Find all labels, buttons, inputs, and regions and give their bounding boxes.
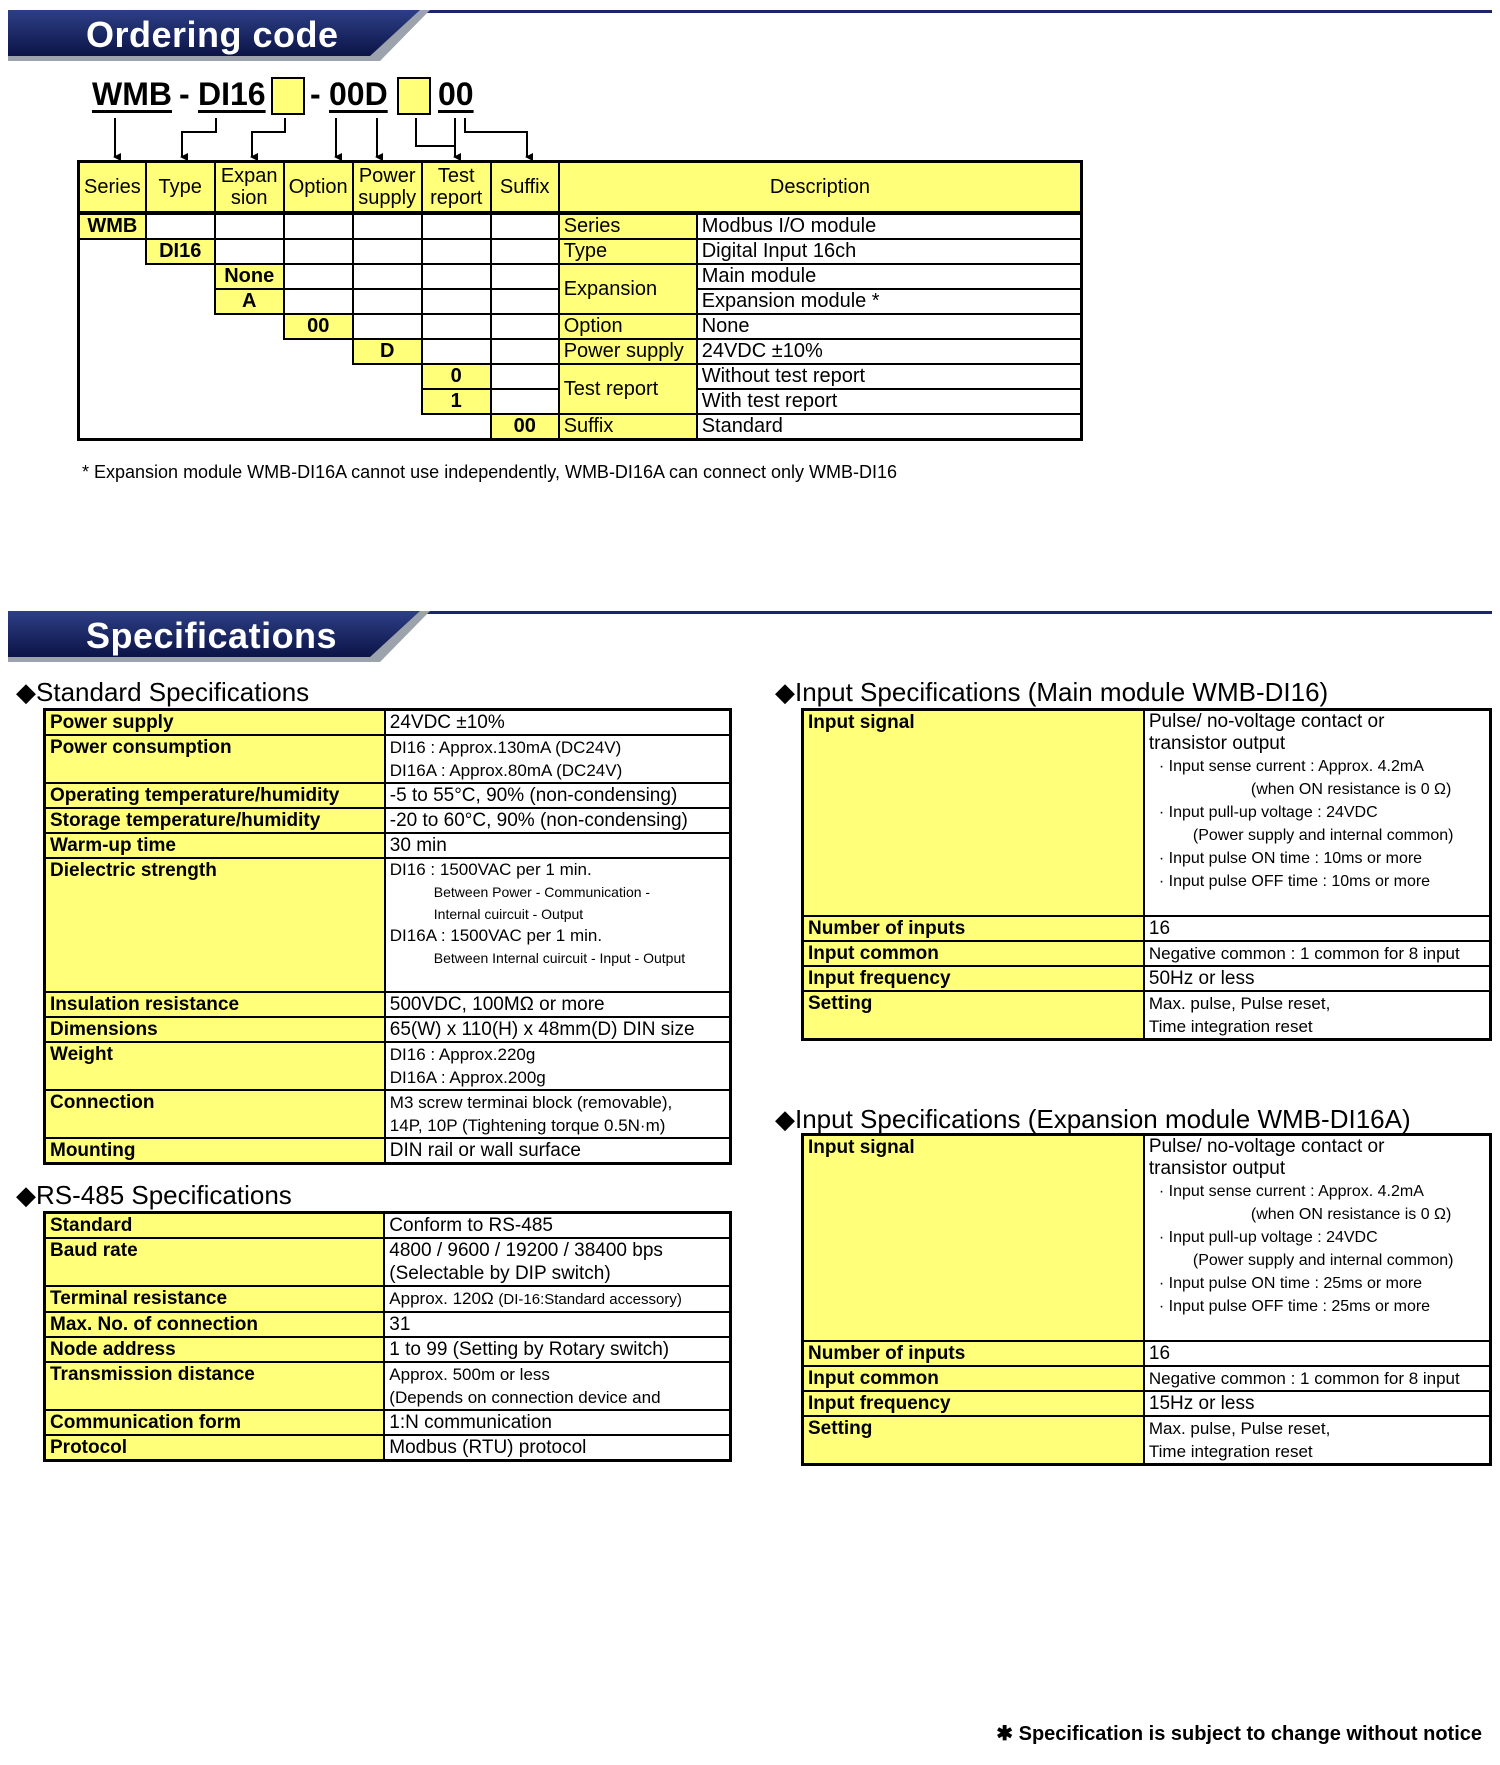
table-row: [803, 916, 1491, 941]
spec-key: Number of inputs: [803, 916, 1144, 941]
empty-cell: [353, 314, 422, 339]
input-main-heading: ◆Input Specifications (Main module WMB-DI16): [775, 677, 1329, 707]
empty-cell: [215, 213, 284, 239]
ordering-code-title: Ordering code: [86, 14, 339, 55]
table-row: [79, 364, 1082, 389]
header-description: Description: [559, 162, 1082, 214]
header-expansion: Expan sion: [215, 162, 284, 214]
table-row: [45, 992, 731, 1017]
empty-cell: [353, 213, 422, 239]
table-row: [45, 833, 731, 858]
empty-cell: [422, 239, 491, 264]
table-row: [79, 239, 1082, 264]
empty-cell: [491, 364, 559, 389]
spec-key: Input signal: [803, 710, 1144, 917]
code-dash: -: [179, 76, 190, 112]
header-power: Power supply: [353, 162, 422, 214]
empty-cell: [491, 289, 559, 314]
expansion-note: * Expansion module WMB-DI16A cannot use independently, WMB-DI16A can connect only WMB-DI16: [82, 462, 898, 482]
spec-value: DI16 : Approx.130mA (DC24V) DI16A : Approx.80mA (DC24V): [385, 735, 731, 783]
table-row: [45, 1312, 731, 1337]
table-row: [803, 941, 1491, 966]
code-cell: WMB: [79, 213, 146, 239]
label-cell: Power supply: [559, 339, 697, 364]
spec-key: Insulation resistance: [45, 992, 385, 1017]
empty-cell: [79, 414, 491, 440]
spec-key: Power consumption: [45, 735, 385, 783]
rs485-spec-table: [43, 1211, 732, 1462]
table-row: [79, 264, 1082, 289]
code-cell: DI16: [146, 239, 215, 264]
code-suffix: 00: [438, 76, 474, 112]
spec-key: Weight: [45, 1042, 385, 1090]
empty-cell: [79, 264, 215, 289]
empty-cell: [491, 389, 559, 414]
desc-cell: With test report: [697, 389, 1082, 414]
footer-notice: ✱ Specification is subject to change without notice: [996, 1723, 1482, 1745]
spec-key: Input frequency: [803, 1391, 1144, 1416]
spec-value: 1:N communication: [384, 1410, 730, 1435]
table-row: [45, 1410, 731, 1435]
table-row: [803, 1366, 1491, 1391]
spec-value: Negative common : 1 common for 8 input: [1144, 1366, 1491, 1391]
table-row: [79, 213, 1082, 239]
spec-key: Input signal: [803, 1135, 1144, 1342]
empty-cell: [422, 314, 491, 339]
spec-key: Storage temperature/humidity: [45, 808, 385, 833]
empty-cell: [491, 213, 559, 239]
code-cell: A: [215, 289, 284, 314]
empty-cell: [422, 264, 491, 289]
spec-value: 15Hz or less: [1144, 1391, 1491, 1416]
ordering-header-row: [79, 162, 1082, 214]
standard-spec-table: [43, 708, 732, 1165]
table-row: [803, 966, 1491, 991]
spec-key: Mounting: [45, 1138, 385, 1164]
empty-cell: [491, 264, 559, 289]
desc-cell: Without test report: [697, 364, 1082, 389]
header-test: Test report: [422, 162, 491, 214]
code-type: DI16: [198, 76, 266, 112]
empty-cell: [284, 264, 353, 289]
spec-value: 31: [384, 1312, 730, 1337]
empty-cell: [79, 289, 215, 314]
code-cell: 00: [491, 414, 559, 440]
label-cell: Suffix: [559, 414, 697, 440]
spec-value: M3 screw terminai block (removable), 14P, 10P (Tightening torque 0.5N·m): [385, 1090, 731, 1138]
table-row: [803, 1416, 1491, 1465]
table-row: [45, 1042, 731, 1090]
specifications-title: Specifications: [86, 615, 338, 656]
input-exp-heading: ◆Input Specifications (Expansion module WMB-DI16A): [775, 1104, 1411, 1134]
code-series: WMB: [92, 76, 172, 112]
table-row: [45, 1090, 731, 1138]
table-row: [45, 858, 731, 992]
spec-value: Approx. 120Ω (DI-16:Standard accessory): [384, 1286, 730, 1312]
empty-cell: [79, 239, 146, 264]
spec-key: Protocol: [45, 1435, 385, 1461]
spec-key: Number of inputs: [803, 1341, 1144, 1366]
table-row: [45, 1337, 731, 1362]
spec-value: DI16 : 1500VAC per 1 min. Between Power - Communication - Internal cuircuit - Output DI16A : 1500VAC per 1 min. Between Internal cuircuit - Input - Output: [385, 858, 731, 992]
empty-cell: [79, 314, 284, 339]
desc-cell: Modbus I/O module: [697, 213, 1082, 239]
header-series: Series: [79, 162, 146, 214]
empty-cell: [491, 314, 559, 339]
table-row: [803, 710, 1491, 917]
code-cell: 0: [422, 364, 491, 389]
table-row: [45, 1213, 731, 1239]
spec-key: Transmission distance: [45, 1362, 385, 1410]
spec-value: 50Hz or less: [1144, 966, 1491, 991]
spec-value: DIN rail or wall surface: [385, 1138, 731, 1164]
label-cell: Test report: [559, 364, 697, 414]
spec-value: -5 to 55°C, 90% (non-condensing): [385, 783, 731, 808]
spec-key: Setting: [803, 1416, 1144, 1465]
standard-spec-heading: ◆Standard Specifications: [16, 677, 310, 707]
code-cell: 1: [422, 389, 491, 414]
table-row: [45, 1238, 731, 1286]
spec-key: Power supply: [45, 710, 385, 736]
table-row: [803, 1135, 1491, 1342]
header-type: Type: [146, 162, 215, 214]
table-row: [45, 1435, 731, 1461]
spec-value: Conform to RS-485: [384, 1213, 730, 1239]
label-cell: Option: [559, 314, 697, 339]
table-row: [803, 991, 1491, 1040]
spec-key: Warm-up time: [45, 833, 385, 858]
spec-key: Connection: [45, 1090, 385, 1138]
desc-cell: Expansion module *: [697, 289, 1082, 314]
empty-cell: [353, 289, 422, 314]
spec-key: Max. No. of connection: [45, 1312, 385, 1337]
empty-cell: [215, 239, 284, 264]
specifications-banner: [8, 611, 1492, 662]
spec-value: 16: [1144, 916, 1491, 941]
table-row: [79, 339, 1082, 364]
spec-key: Input common: [803, 941, 1144, 966]
ordering-code-table: [77, 160, 1083, 441]
spec-value: 4800 / 9600 / 19200 / 38400 bps (Selectable by DIP switch): [384, 1238, 730, 1286]
header-option: Option: [284, 162, 353, 214]
spec-value: Max. pulse, Pulse reset, Time integration reset: [1144, 991, 1491, 1040]
header-suffix: Suffix: [491, 162, 559, 214]
spec-key: Setting: [803, 991, 1144, 1040]
desc-cell: Standard: [697, 414, 1082, 440]
table-row: [79, 414, 1082, 440]
spec-key: Dielectric strength: [45, 858, 385, 992]
table-row: [45, 808, 731, 833]
spec-value: DI16 : Approx.220g DI16A : Approx.200g: [385, 1042, 731, 1090]
code-cell: None: [215, 264, 284, 289]
rs485-spec-heading: ◆RS-485 Specifications: [16, 1180, 292, 1210]
table-row: [803, 1391, 1491, 1416]
label-cell: Type: [559, 239, 697, 264]
empty-cell: [79, 364, 422, 389]
spec-key: Node address: [45, 1337, 385, 1362]
empty-cell: [79, 339, 353, 364]
code-cell: D: [353, 339, 422, 364]
desc-cell: Digital Input 16ch: [697, 239, 1082, 264]
spec-value: 65(W) x 110(H) x 48mm(D) DIN size: [385, 1017, 731, 1042]
spec-value: 16: [1144, 1341, 1491, 1366]
empty-cell: [284, 289, 353, 314]
code-option-power: 00D: [329, 76, 388, 112]
label-cell: Expansion: [559, 264, 697, 314]
spec-value: Max. pulse, Pulse reset, Time integration reset: [1144, 1416, 1491, 1465]
code-dash: -: [310, 76, 321, 112]
input-main-table: [801, 708, 1492, 1041]
table-row: [803, 1341, 1491, 1366]
spec-value: Pulse/ no-voltage contact or transistor output · Input sense current : Approx. 4.2mA (when ON resistance is 0 Ω) · Input pull-up voltage : 24VDC (Power supply and internal common) · Input pulse ON time : 25ms or more · Input pulse OFF time : 25ms or more: [1144, 1135, 1491, 1342]
table-row: [45, 1138, 731, 1164]
spec-key: Input common: [803, 1366, 1144, 1391]
spec-key: Input frequency: [803, 966, 1144, 991]
spec-key: Standard: [45, 1213, 385, 1239]
empty-cell: [353, 264, 422, 289]
desc-cell: 24VDC ±10%: [697, 339, 1082, 364]
spec-value: 1 to 99 (Setting by Rotary switch): [384, 1337, 730, 1362]
spec-value: Pulse/ no-voltage contact or transistor output · Input sense current : Approx. 4.2mA (when ON resistance is 0 Ω) · Input pull-up voltage : 24VDC (Power supply and internal common) · Input pulse ON time : 10ms or more · Input pulse OFF time : 10ms or more: [1144, 710, 1491, 917]
spec-key: Operating temperature/humidity: [45, 783, 385, 808]
table-row: [45, 783, 731, 808]
table-row: [45, 735, 731, 783]
spec-key: Terminal resistance: [45, 1286, 385, 1312]
label-cell: Series: [559, 213, 697, 239]
spec-value: 24VDC ±10%: [385, 710, 731, 736]
spec-value: Modbus (RTU) protocol: [384, 1435, 730, 1461]
spec-value: 500VDC, 100MΩ or more: [385, 992, 731, 1017]
empty-cell: [146, 213, 215, 239]
spec-value: 30 min: [385, 833, 731, 858]
spec-key: Dimensions: [45, 1017, 385, 1042]
code-cell: 00: [284, 314, 353, 339]
empty-cell: [422, 339, 491, 364]
table-row: [45, 1286, 731, 1312]
empty-cell: [284, 213, 353, 239]
empty-cell: [422, 289, 491, 314]
empty-cell: [422, 213, 491, 239]
table-row: [45, 1017, 731, 1042]
table-row: [45, 1362, 731, 1410]
desc-cell: None: [697, 314, 1082, 339]
empty-cell: [491, 339, 559, 364]
empty-cell: [284, 239, 353, 264]
spec-value: Approx. 500m or less (Depends on connection device and: [384, 1362, 730, 1410]
empty-cell: [491, 239, 559, 264]
input-exp-table: [801, 1133, 1492, 1466]
table-row: [79, 314, 1082, 339]
spec-key: Communication form: [45, 1410, 385, 1435]
table-row: [45, 710, 731, 736]
spec-key: Baud rate: [45, 1238, 385, 1286]
empty-cell: [353, 239, 422, 264]
code-connector-arrows: [0, 0, 560, 165]
spec-value: Negative common : 1 common for 8 input: [1144, 941, 1491, 966]
empty-cell: [79, 389, 422, 414]
spec-value: -20 to 60°C, 90% (non-condensing): [385, 808, 731, 833]
desc-cell: Main module: [697, 264, 1082, 289]
